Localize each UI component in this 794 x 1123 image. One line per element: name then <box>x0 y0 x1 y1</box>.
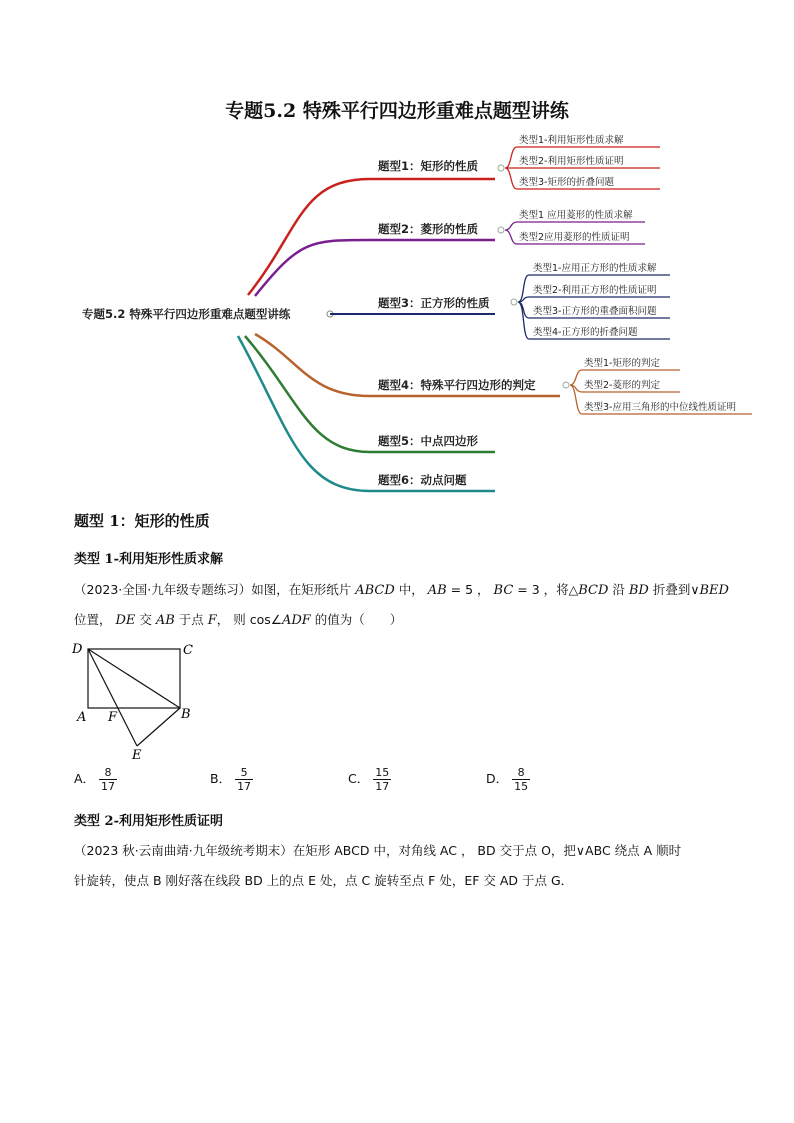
document-title: 专题5.2 特殊平行四边形重难点题型讲练 <box>225 100 569 122</box>
subsection-heading-2: 类型 2-利用矩形性质证明 <box>74 814 223 829</box>
label-F: F <box>108 710 118 725</box>
branch-4-child-2: 类型2-菱形的判定 <box>584 380 660 391</box>
question-1-line-1: （2023·全国·九年级专题练习）如图，在矩形纸片 ABCD 中， AB = 5 ， BC = 3 ，将△BCD 沿 BD 折叠到∨BED <box>74 582 729 598</box>
label-D: D <box>72 642 83 657</box>
branch-1-collapse-icon[interactable] <box>498 165 504 171</box>
branch-2-child-1: 类型1 应用菱形的性质求解 <box>519 210 633 221</box>
question-2-line-1: （2023 秋·云南曲靖·九年级统考期末）在矩形 ABCD 中，对角线 AC ， BD 交于点 O，把∨ABC 绕点 A 顺时 <box>74 843 682 858</box>
rectangle-fold-figure <box>66 638 216 763</box>
option-c[interactable]: C． $\frac{15}{17}$ <box>348 766 390 793</box>
branch-line-2 <box>255 240 495 296</box>
branch-2-collapse-icon[interactable] <box>498 227 504 233</box>
branch-label-5: 题型5：中点四边形 <box>378 434 479 448</box>
branch-label-4: 题型4：特殊平行四边形的判定 <box>378 378 536 392</box>
branch-label-3: 题型3：正方形的性质 <box>378 296 490 310</box>
label-C: C <box>183 643 193 658</box>
option-b[interactable]: B． $\frac{5}{17}$ <box>210 766 252 793</box>
branch-label-2: 题型2：菱形的性质 <box>378 222 479 236</box>
branch-1-child-2: 类型2-利用矩形性质证明 <box>519 156 624 167</box>
branch-line-1 <box>248 179 495 295</box>
branch-1-child-3: 类型3-矩形的折叠问题 <box>519 177 614 188</box>
branch-3-collapse-icon[interactable] <box>511 299 517 305</box>
mind-map <box>0 130 794 500</box>
question-1-line-2: 位置， DE 交 AB 于点 F， 则 cos∠ADF 的值为（ ） <box>74 612 403 628</box>
option-a[interactable]: A． $\frac{8}{17}$ <box>74 766 116 793</box>
label-B: B <box>181 707 191 722</box>
branch-4-child-1: 类型1-矩形的判定 <box>584 358 660 369</box>
subsection-heading-1: 类型 1-利用矩形性质求解 <box>74 552 223 567</box>
branch-label-6: 题型6：动点问题 <box>378 473 467 487</box>
branch-3-child-1: 类型1-应用正方形的性质求解 <box>533 263 657 274</box>
option-d[interactable]: D． $\frac{8}{15}$ <box>486 766 529 793</box>
branch-4-child-3: 类型3-应用三角形的中位线性质证明 <box>584 402 736 413</box>
question-2-line-2: 针旋转，使点 B 刚好落在线段 BD 上的点 E 处，点 C 旋转至点 F 处，EF 交 AD 于点 G． <box>74 873 574 888</box>
branch-3-child-3: 类型3-正方形的重叠面积问题 <box>533 306 657 317</box>
branch-3-child-2: 类型2-利用正方形的性质证明 <box>533 285 657 296</box>
branch-3-child-4: 类型4-正方形的折叠问题 <box>533 327 638 338</box>
label-E: E <box>132 748 142 763</box>
branch-4-collapse-icon[interactable] <box>563 382 569 388</box>
branch-line-6 <box>238 336 495 491</box>
label-A: A <box>77 710 87 725</box>
branch-label-1: 题型1：矩形的性质 <box>378 159 479 173</box>
section-heading: 题型 1：矩形的性质 <box>74 512 210 530</box>
mindmap-root-label: 专题5.2 特殊平行四边形重难点题型讲练 <box>82 307 291 321</box>
branch-1-child-1: 类型1-利用矩形性质求解 <box>519 135 624 146</box>
branch-2-child-2: 类型2应用菱形的性质证明 <box>519 232 630 243</box>
